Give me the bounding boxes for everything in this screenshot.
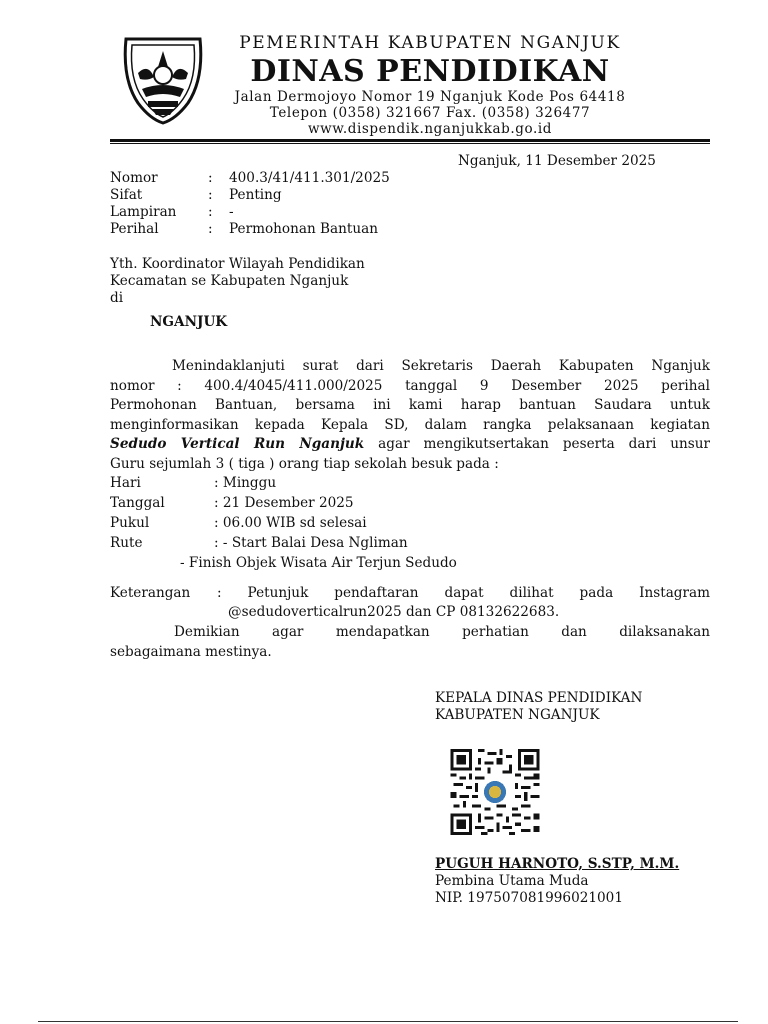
- qr-code-icon: [450, 749, 540, 835]
- signature-title: KABUPATEN NGANJUK: [435, 707, 600, 723]
- letterhead-website: www.dispendik.nganjukkab.go.id: [307, 121, 553, 137]
- meta-value: Permohonan Bantuan: [229, 221, 378, 237]
- event-name: Sedudo Vertical Run Nganjuk: [110, 436, 365, 452]
- meta-label: Sifat: [110, 187, 143, 203]
- body-line-rest: agar mengikutsertakan peserta dari unsur: [364, 436, 710, 452]
- recipient-line: di: [110, 290, 124, 306]
- body-line: Guru sejumlah 3 ( tiga ) orang tiap sekolah besuk pada :: [110, 455, 499, 472]
- schedule-label: Hari: [110, 475, 141, 491]
- closing-line: Demikian agar mendapatkan perhatian dan dilaksanakan: [174, 624, 710, 640]
- meta-label: Nomor: [110, 170, 158, 186]
- letterhead-agency: DINAS PENDIDIKAN: [250, 54, 610, 89]
- letterhead-address: Jalan Dermojoyo Nomor 19 Nganjuk Kode Pos 64418: [234, 89, 626, 105]
- recipient-line: Yth. Koordinator Wilayah Pendidikan: [110, 256, 365, 272]
- schedule-label: Pukul: [110, 515, 150, 531]
- letterhead-government: PEMERINTAH KABUPATEN NGANJUK: [239, 33, 621, 53]
- schedule-value: : 06.00 WIB sd selesai: [214, 515, 367, 531]
- letter-date: Nganjuk, 11 Desember 2025: [458, 153, 656, 169]
- body-line: menginformasikan kepada Kepala SD, dalam rangka pelaksanaan kegiatan: [110, 416, 710, 433]
- page-bottom-rule: [38, 1021, 738, 1022]
- body-line-event: [110, 435, 710, 455]
- schedule-value: : - Start Balai Desa Ngliman: [214, 535, 408, 551]
- note-line: @sedudoverticalrun2025 dan CP 08132622683.: [228, 604, 560, 620]
- meta-label: Perihal: [110, 221, 159, 237]
- meta-colon: :: [208, 221, 213, 237]
- body-line: Menindaklanjuti surat dari Sekretaris Daerah Kabupaten Nganjuk: [172, 358, 710, 374]
- schedule-value: : 21 Desember 2025: [214, 495, 354, 511]
- signatory-nip: NIP. 197507081996021001: [435, 890, 623, 906]
- letterhead-phone: Telepon (0358) 321667 Fax. (0358) 326477: [269, 105, 591, 121]
- recipient-city: NGANJUK: [150, 314, 228, 330]
- recipient-line: Kecamatan se Kabupaten Nganjuk: [110, 273, 349, 289]
- body-line: Permohonan Bantuan, bersama ini kami harap bantuan Saudara untuk: [110, 397, 710, 413]
- signature-title: KEPALA DINAS PENDIDIKAN: [435, 690, 643, 706]
- meta-colon: :: [208, 187, 213, 203]
- letterhead-rule-thick: [110, 139, 710, 142]
- meta-colon: :: [208, 170, 213, 186]
- schedule-label: Tanggal: [110, 495, 165, 511]
- schedule-value: : Minggu: [214, 475, 277, 491]
- signatory-rank: Pembina Utama Muda: [435, 873, 589, 889]
- note-label: Keterangan: [110, 585, 191, 601]
- letterhead-rule-thin: [110, 143, 710, 144]
- meta-value: Penting: [229, 187, 282, 203]
- signatory-name: PUGUH HARNOTO, S.STP, M.M.: [435, 856, 680, 872]
- closing-line: sebagaimana mestinya.: [110, 643, 272, 660]
- body-line: nomor : 400.4/4045/411.000/2025 tanggal 9 Desember 2025 perihal: [110, 377, 710, 394]
- route-finish: - Finish Objek Wisata Air Terjun Sedudo: [180, 555, 457, 571]
- meta-value: -: [229, 204, 234, 220]
- meta-colon: :: [208, 204, 213, 220]
- body-paragraph: [110, 357, 710, 474]
- note-line: : Petunjuk pendaftaran dapat dilihat pada Instagram: [217, 585, 710, 601]
- meta-value: 400.3/41/411.301/2025: [229, 170, 390, 186]
- schedule-label: Rute: [110, 535, 143, 551]
- meta-label: Lampiran: [110, 204, 177, 220]
- closing-paragraph: [110, 623, 710, 662]
